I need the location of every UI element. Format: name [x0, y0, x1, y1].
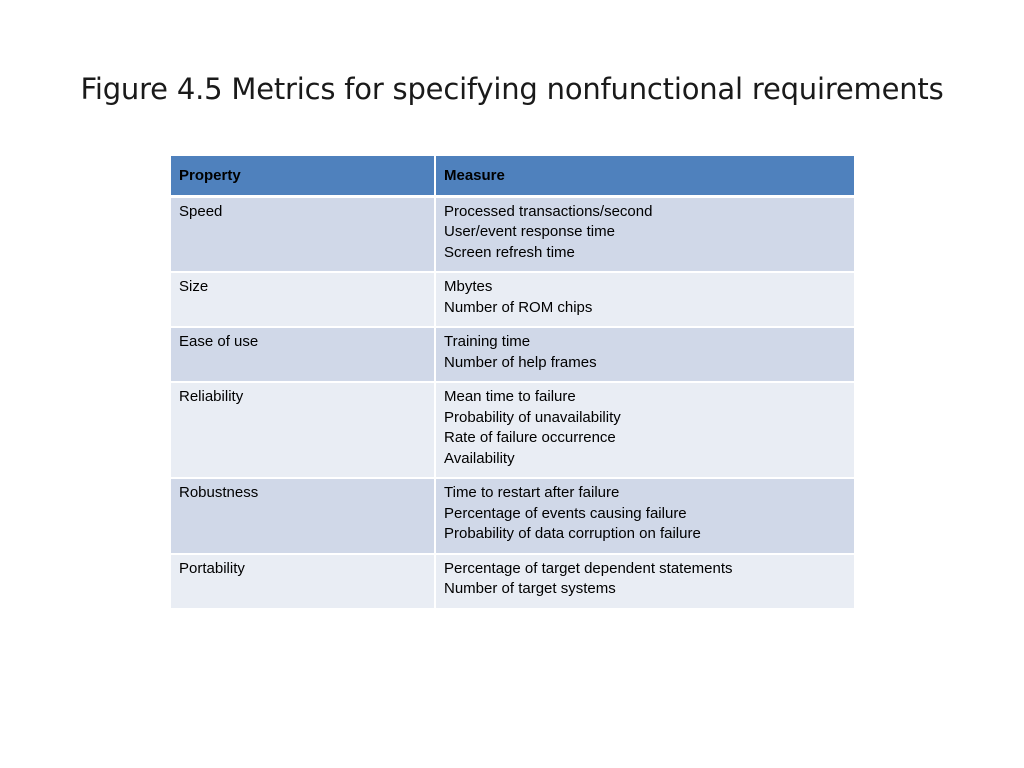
- property-cell: Ease of use: [171, 327, 435, 382]
- measure-item: User/event response time: [444, 223, 615, 240]
- measure-cell: [435, 272, 854, 327]
- measure-cell: [435, 382, 854, 478]
- measure-cell: [435, 196, 854, 272]
- measure-item: Availability: [444, 449, 515, 467]
- table-row: [171, 272, 854, 327]
- table-row: [171, 382, 854, 478]
- property-cell: Size: [171, 272, 435, 327]
- measure-item: Number of help frames: [444, 353, 597, 371]
- table-row: [171, 196, 854, 272]
- property-cell: Speed: [171, 196, 435, 272]
- measure-item: Time to restart after failure: [444, 484, 620, 501]
- metrics-table: [171, 156, 854, 610]
- column-header-property: Property: [171, 156, 435, 196]
- measure-item: Processed transactions/second: [444, 202, 653, 220]
- measure-cell: [435, 478, 854, 554]
- measure-item: Probability of data corruption on failure: [444, 525, 701, 542]
- property-cell: Portability: [171, 554, 435, 609]
- measure-item: Percentage of target dependent statements: [444, 559, 733, 577]
- measure-cell: [435, 554, 854, 609]
- table-row: [171, 478, 854, 554]
- measure-item: Mbytes: [444, 278, 493, 295]
- slide-title: Figure 4.5 Metrics for specifying nonfunctional requirements: [80, 72, 944, 106]
- column-header-measure: Measure: [435, 156, 854, 196]
- measure-item: Mean time to failure: [444, 388, 576, 405]
- table-header-row: [171, 156, 854, 196]
- measure-item: Number of ROM chips: [444, 298, 593, 316]
- measure-item: Probability of unavailability: [444, 408, 621, 426]
- measure-item: Number of target systems: [444, 580, 616, 597]
- measure-cell: [435, 327, 854, 382]
- measure-item: Percentage of events causing failure: [444, 504, 687, 522]
- table-row: [171, 327, 854, 382]
- table-row: [171, 554, 854, 609]
- property-cell: Reliability: [171, 382, 435, 478]
- measure-item: Screen refresh time: [444, 243, 575, 261]
- measure-item: Rate of failure occurrence: [444, 429, 616, 446]
- measure-item: Training time: [444, 333, 531, 350]
- property-cell: Robustness: [171, 478, 435, 554]
